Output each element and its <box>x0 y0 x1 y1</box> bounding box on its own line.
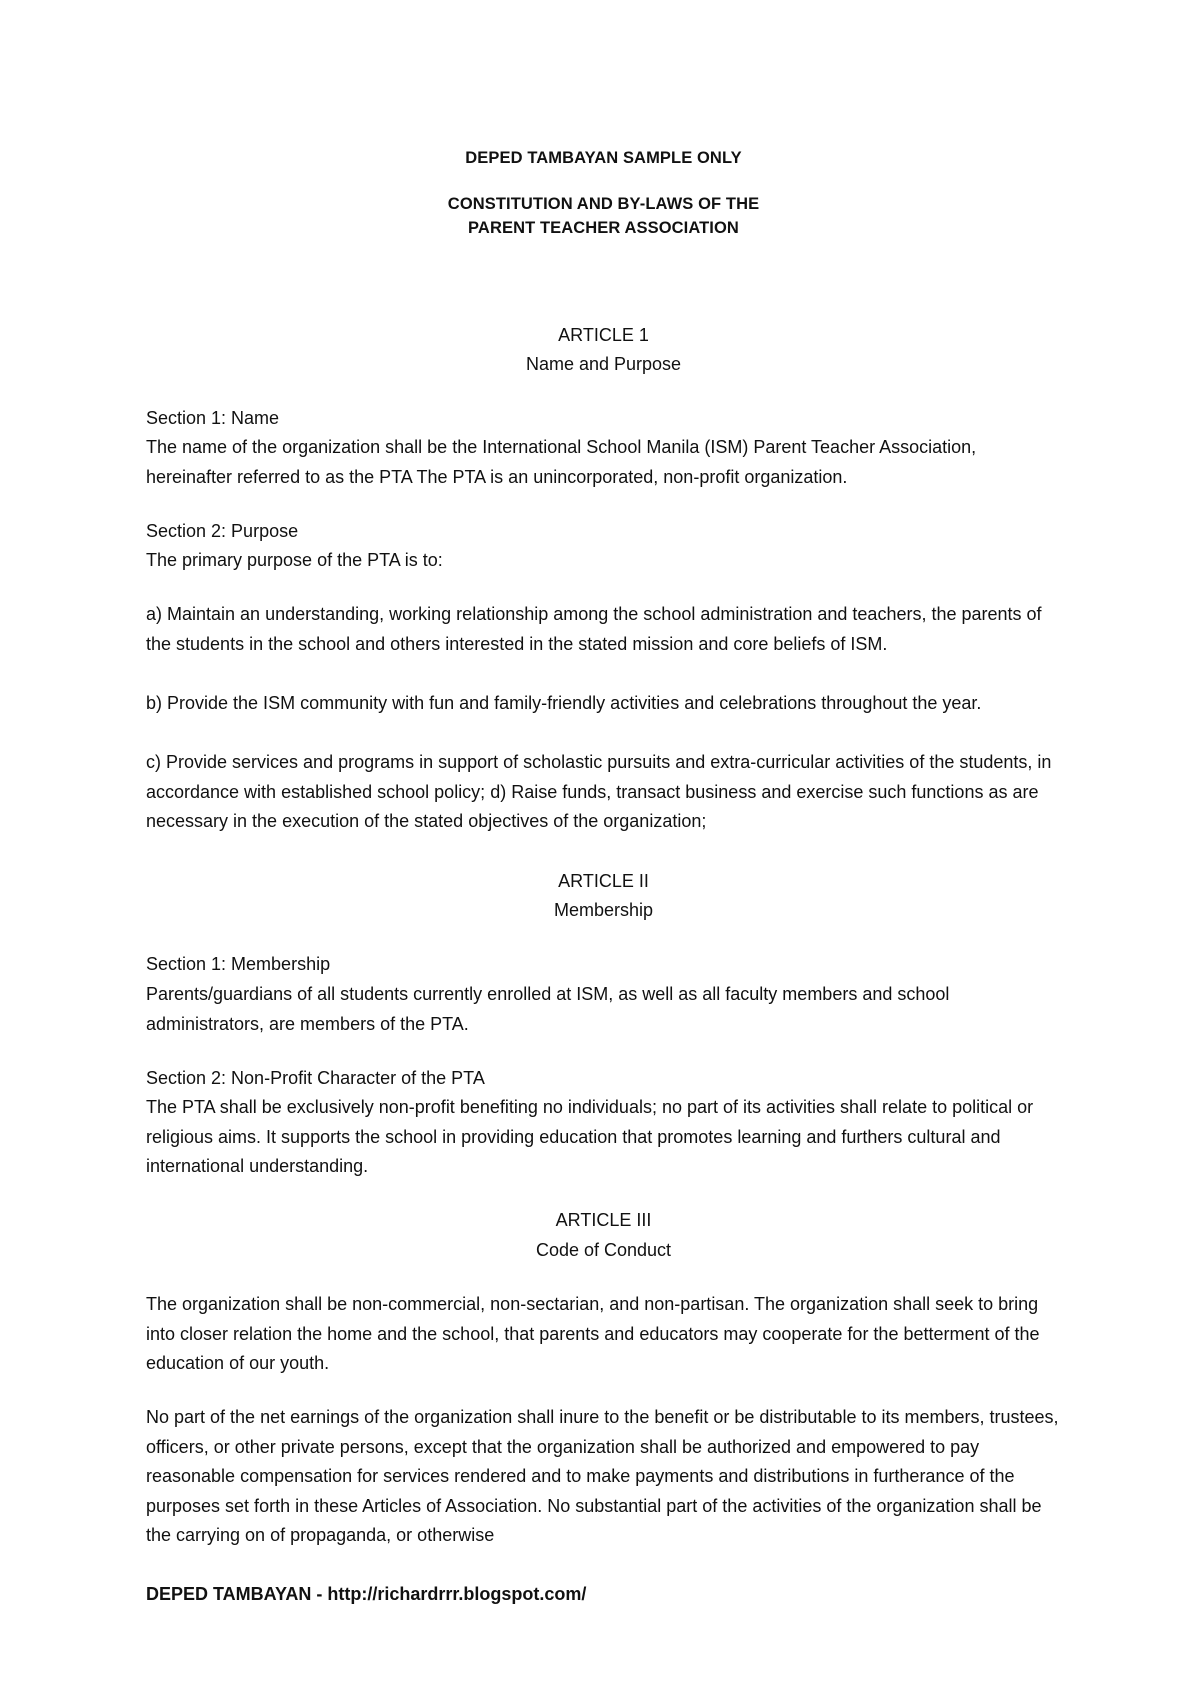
purpose-item-c: c) Provide services and programs in support of scholastic pursuits and extra-curricular activities of the students, in accordance with established school policy; d) Raise funds, transact business and exercise such functions as are necessary in the execution of the stated objectives of the organization; <box>146 752 1052 832</box>
article1-section1-title: Section 1: Name <box>146 408 280 428</box>
purpose-item-b: b) Provide the ISM community with fun and family-friendly activities and celebrations throughout the year. <box>146 693 982 713</box>
article3-paragraph-1: The organization shall be non-commercial, non-sectarian, and non-partisan. The organization shall seek to bring into closer relation the home and the school, that parents and educators may cooperate for the betterment of the education of our youth. <box>146 1294 1040 1374</box>
article3-heading: ARTICLE III <box>555 1210 652 1230</box>
sample-label: DEPED TAMBAYAN SAMPLE ONLY <box>465 149 742 167</box>
article1-section2-title: Section 2: Purpose <box>146 521 299 541</box>
article3-paragraph-2: No part of the net earnings of the organization shall inure to the benefit or be distributable to its members, trustees, officers, or other private persons, except that the organization shall be authorized and empowered to pay reasonable compensation for services rendered and to make payments and distributions in furtherance of the purposes set forth in these Articles of Association. No substantial part of the activities of the organization shall be the carrying on of propaganda, or otherwise <box>146 1407 1059 1546</box>
article1-subheading: Name and Purpose <box>525 354 682 374</box>
article2-section2-title: Section 2: Non-Profit Character of the PTA <box>146 1068 485 1088</box>
purpose-item-a: a) Maintain an understanding, working relationship among the school administration and teachers, the parents of the students in the school and others interested in the stated mission and core beliefs of ISM. <box>146 604 1042 654</box>
article1-section1-body: The name of the organization shall be the International School Manila (ISM) Parent Teacher Association, hereinafter referred to as the PTA The PTA is an unincorporated, non-profit organization. <box>146 437 977 487</box>
article2-heading: ARTICLE II <box>558 871 649 891</box>
article1-section2-intro: The primary purpose of the PTA is to: <box>146 550 443 570</box>
article2-section2-body: The PTA shall be exclusively non-profit benefiting no individuals; no part of its activities shall relate to political or religious aims. It supports the school in providing education that promotes learning and furthers cultural and international understanding. <box>146 1097 1034 1177</box>
document-title-line1: CONSTITUTION AND BY-LAWS OF THE <box>447 195 760 213</box>
article1-heading: ARTICLE 1 <box>558 325 649 345</box>
document-title-line2: PARENT TEACHER ASSOCIATION <box>468 219 739 237</box>
article3-subheading: Code of Conduct <box>535 1240 672 1260</box>
article2-section1-body: Parents/guardians of all students currently enrolled at ISM, as well as all faculty members and school administrators, are members of the PTA. <box>146 984 950 1034</box>
page-footer: DEPED TAMBAYAN - http://richardrrr.blogspot.com/ <box>146 1584 587 1604</box>
article2-subheading: Membership <box>553 900 654 920</box>
article2-section1-title: Section 1: Membership <box>146 954 331 974</box>
